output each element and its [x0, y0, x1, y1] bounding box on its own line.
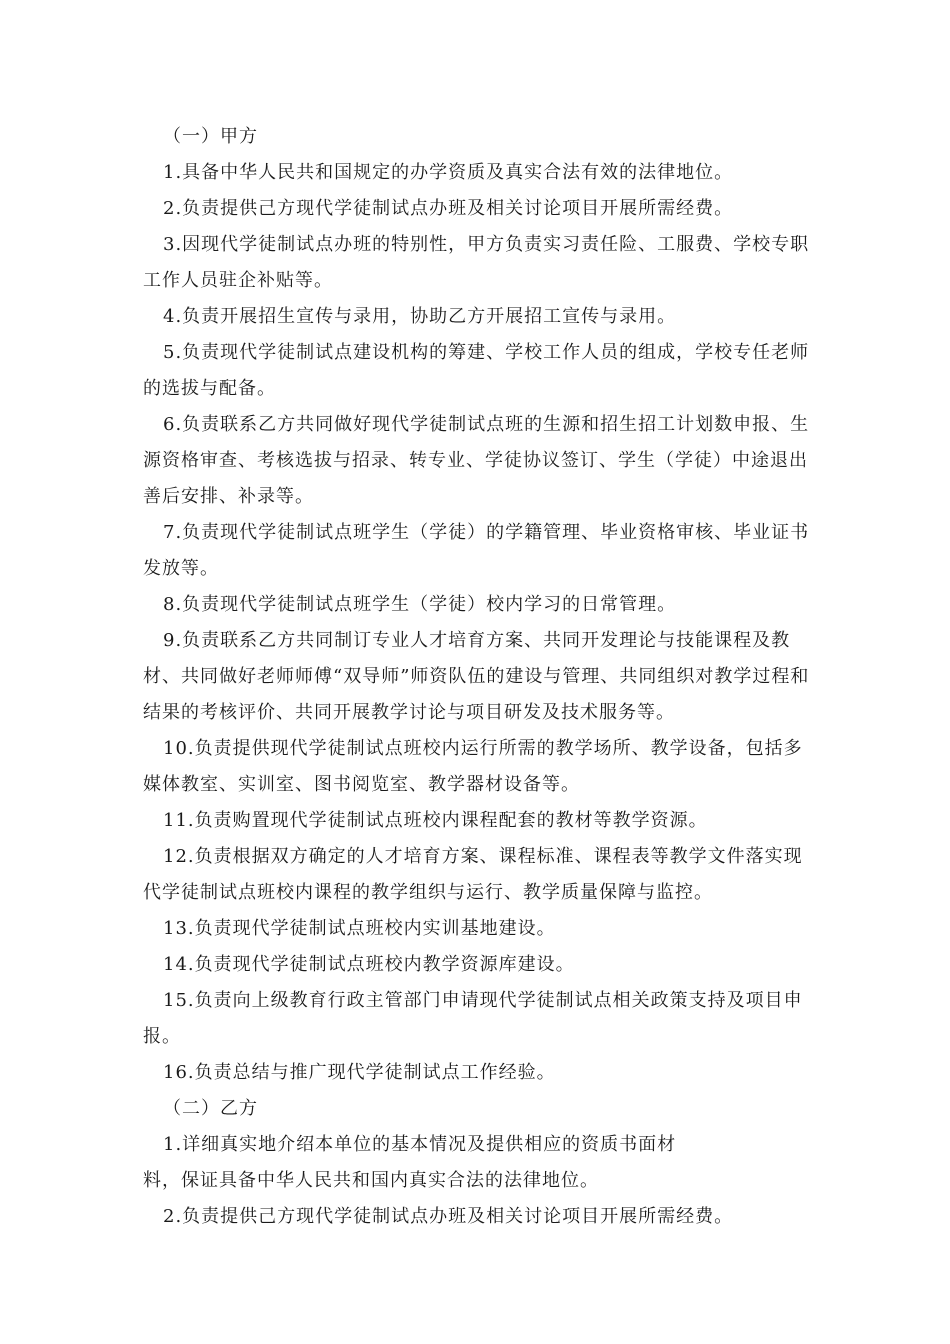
clause-a-5: 5.负责现代学徒制试点建设机构的筹建、学校工作人员的组成，学校专任老师的选拔与配备。 [143, 342, 810, 399]
section-heading-party-b: （二）乙方 [163, 1098, 258, 1119]
section-heading-party-a: （一）甲方 [163, 126, 258, 147]
clause-b-1-line-1: 1.详细真实地介绍本单位的基本情况及提供相应的资质书面材 [163, 1134, 677, 1155]
clause-a-15: 15.负责向上级教育行政主管部门申请现代学徒制试点相关政策支持及项目申报。 [143, 990, 803, 1047]
clause-a-12: 12.负责根据双方确定的人才培育方案、课程标准、课程表等教学文件落实现代学徒制试点班校内课程的教学组织与运行、教学质量保障与监控。 [143, 846, 803, 903]
clause-a-2: 2.负责提供己方现代学徒制试点办班及相关讨论项目开展所需经费。 [163, 198, 734, 219]
clause-a-6: 6.负责联系乙方共同做好现代学徒制试点班的生源和招生招工计划数申报、生源资格审查、考核选拔与招录、转专业、学徒协议签订、学生（学徒）中途退出善后安排、补录等。 [143, 414, 810, 507]
clause-a-7: 7.负责现代学徒制试点班学生（学徒）的学籍管理、毕业资格审核、毕业证书发放等。 [143, 522, 810, 579]
clause-a-16: 16.负责总结与推广现代学徒制试点工作经验。 [163, 1062, 556, 1083]
clause-a-3: 3.因现代学徒制试点办班的特别性，甲方负责实习责任险、工服费、学校专职工作人员驻企补贴等。 [143, 234, 810, 291]
clause-a-10: 10.负责提供现代学徒制试点班校内运行所需的教学场所、教学设备，包括多媒体教室、实训室、图书阅览室、教学器材设备等。 [143, 738, 803, 795]
clause-a-11: 11.负责购置现代学徒制试点班校内课程配套的教材等教学资源。 [163, 810, 708, 831]
clause-a-8: 8.负责现代学徒制试点班学生（学徒）校内学习的日常管理。 [163, 594, 677, 615]
document-body [143, 119, 813, 1235]
clause-a-1: 1.具备中华人民共和国规定的办学资质及真实合法有效的法律地位。 [163, 162, 734, 183]
clause-a-9: 9.负责联系乙方共同制订专业人才培育方案、共同开发理论与技能课程及教材、共同做好老师师傅“双导师”师资队伍的建设与管理、共同组织对教学过程和结果的考核评价、共同开展教学讨论与项目研发及技术服务等。 [143, 630, 810, 723]
clause-a-14: 14.负责现代学徒制试点班校内教学资源库建设。 [163, 954, 575, 975]
clause-b-1-line-2: 料，保证具备中华人民共和国内真实合法的法律地位。 [143, 1170, 599, 1191]
clause-b-2: 2.负责提供己方现代学徒制试点办班及相关讨论项目开展所需经费。 [163, 1206, 734, 1227]
clause-a-4: 4.负责开展招生宣传与录用，协助乙方开展招工宣传与录用。 [163, 306, 677, 327]
clause-a-13: 13.负责现代学徒制试点班校内实训基地建设。 [163, 918, 556, 939]
